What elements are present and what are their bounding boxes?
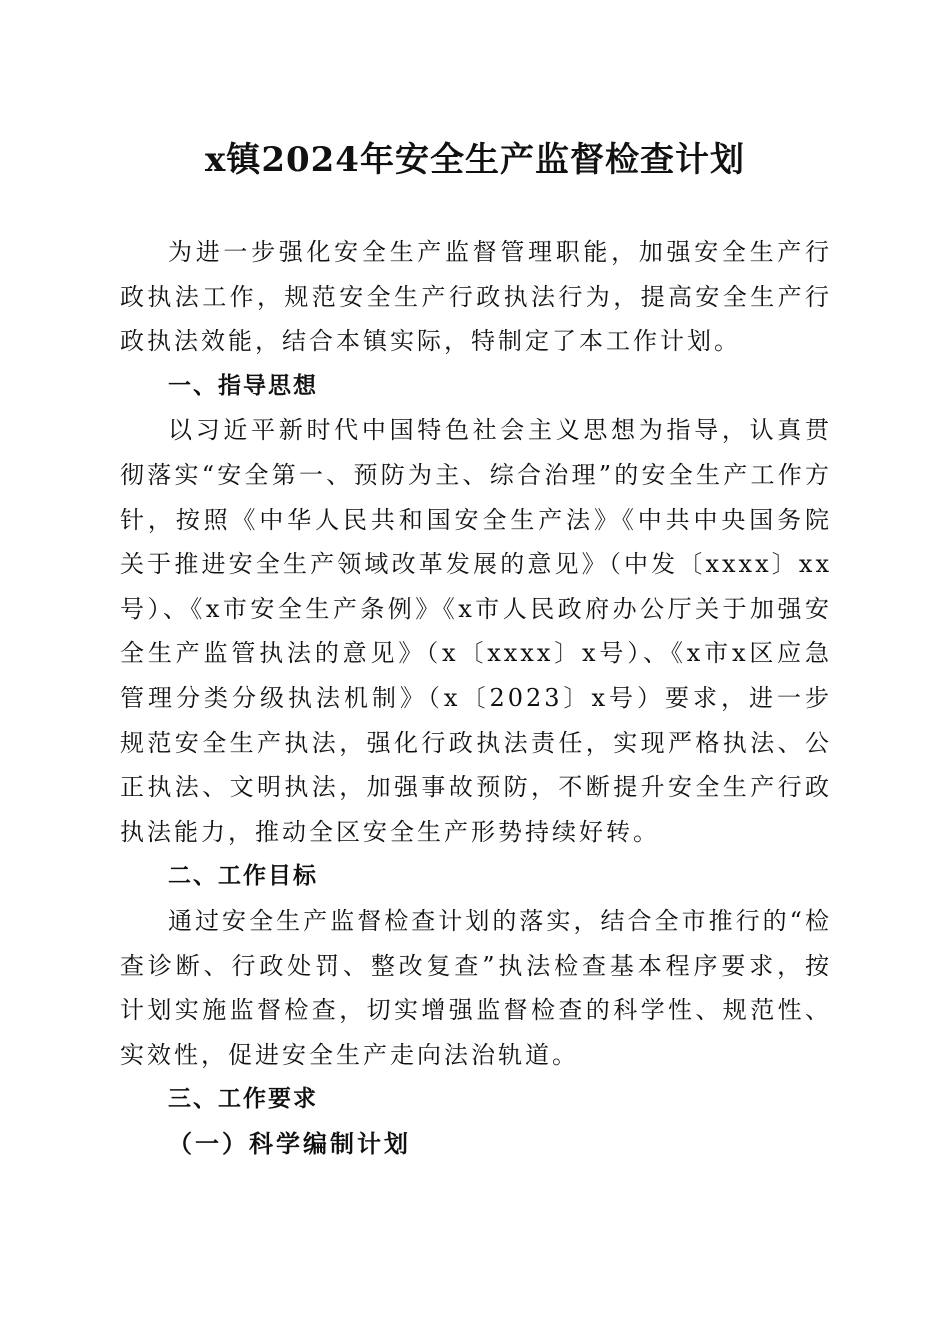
- intro-paragraph: 为进一步强化安全生产监督管理职能，加强安全生产行政执法工作，规范安全生产行政执法行为，提高安全生产行政执法效能，结合本镇实际，特制定了本工作计划。: [120, 238, 832, 356]
- document-body: [120, 230, 832, 1166]
- section-paragraph-work-goals: 通过安全生产监督检查计划的落实，结合全市推行的“检查诊断、行政处罚、整改复查”执法检查基本程序要求，按计划实施监督检查，切实增强监督检查的科学性、规范性、实效性，促进安全生产走向法治轨道。: [120, 906, 832, 1069]
- section-heading-work-goals: 二、工作目标: [168, 863, 318, 890]
- section-heading-work-requirements: 三、工作要求: [168, 1086, 318, 1113]
- document-title: x镇2024年安全生产监督检查计划: [205, 140, 745, 180]
- section-heading-guiding-ideology: 一、指导思想: [168, 372, 318, 399]
- section-paragraph-guiding-ideology: 以习近平新时代中国特色社会主义思想为指导，认真贯彻落实“安全第一、预防为主、综合治理”的安全生产工作方针，按照《中华人民共和国安全生产法》《中共中央国务院关于推进安全生产领域改革发展的意见》（中发〔xxxx〕xx号）、《x市安全生产条例》《x市人民政府办公厅关于加强安全生产监管执法的意见》（x〔xxxx〕x号）、《x市x区应急管理分类分级执法机制》（x〔2023〕x号）要求，进一步规范安全生产执法，强化行政执法责任，实现严格执法、公正执法、文明执法，加强事故预防，不断提升安全生产行政执法能力，推动全区安全生产形势持续好转。: [120, 416, 832, 846]
- subsection-heading-planning: （一）科学编制计划: [168, 1128, 411, 1158]
